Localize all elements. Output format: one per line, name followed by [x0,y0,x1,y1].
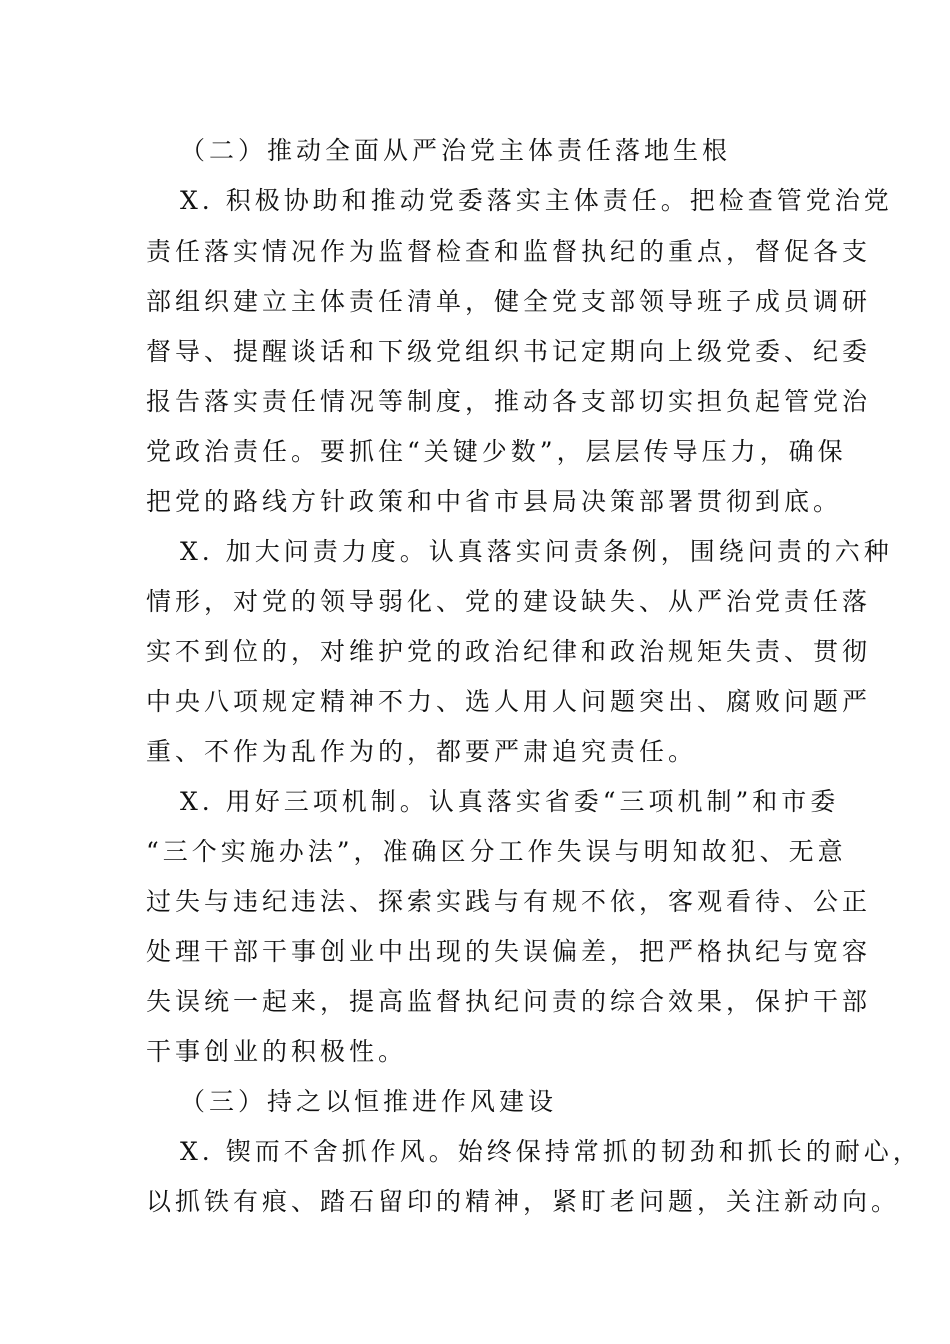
item-3-line-5: 失误统一起来，提高监督执纪问责的综合效果，保护干部 [146,987,872,1016]
item-1-line-1: X. 积极协助和推动党委落实主体责任。把检查管党治党 [180,186,893,215]
item-4-line-1: X. 锲而不舍抓作风。始终保持常抓的韧劲和抓长的耐心， [180,1137,922,1166]
item-3-line-3: 过失与违纪违法、探索实践与有规不依，客观看待、公正 [146,887,872,916]
item-2-line-2: 情形，对党的领导弱化、党的建设缺失、从严治党责任落 [146,587,872,616]
item-1-line-5: 报告落实责任情况等制度，推动各支部切实担负起管党治 [146,387,872,416]
section-heading-two: （二）推动全面从严治党主体责任落地生根 [180,136,732,165]
item-1-line-2: 责任落实情况作为监督检查和监督执纪的重点，督促各支 [146,237,872,266]
section-heading-three: （三）持之以恒推进作风建设 [180,1087,558,1116]
item-1-line-3: 部组织建立主体责任清单，健全党支部领导班子成员调研 [146,287,872,316]
item-2-line-3: 实不到位的，对维护党的政治纪律和政治规矩失责、贯彻 [146,637,872,666]
item-4-line-2: 以抓铁有痕、踏石留印的精神，紧盯老问题，关注新动向。 [146,1187,901,1216]
item-1-line-7: 把党的路线方针政策和中省市县局决策部署贯彻到底。 [146,487,843,516]
item-2-line-5: 重、不作为乱作为的，都要严肃追究责任。 [146,737,698,766]
item-2-line-1: X. 加大问责力度。认真落实问责条例，围绕问责的六种 [180,537,893,566]
item-1-line-4: 督导、提醒谈话和下级党组织书记定期向上级党委、纪委 [146,337,872,366]
item-3-line-4: 处理干部干事创业中出现的失误偏差，把严格执纪与宽容 [146,937,872,966]
item-2-line-4: 中央八项规定精神不力、选人用人问题突出、腐败问题严 [146,687,872,716]
item-3-line-2: “三个实施办法”，准确区分工作失误与明知故犯、无意 [146,837,847,866]
item-1-line-6: 党政治责任。要抓住“关键少数”，层层传导压力，确保 [146,437,847,466]
item-3-line-1: X. 用好三项机制。认真落实省委“三项机制”和市委 [180,787,840,816]
item-3-line-6: 干事创业的积极性。 [146,1037,408,1066]
